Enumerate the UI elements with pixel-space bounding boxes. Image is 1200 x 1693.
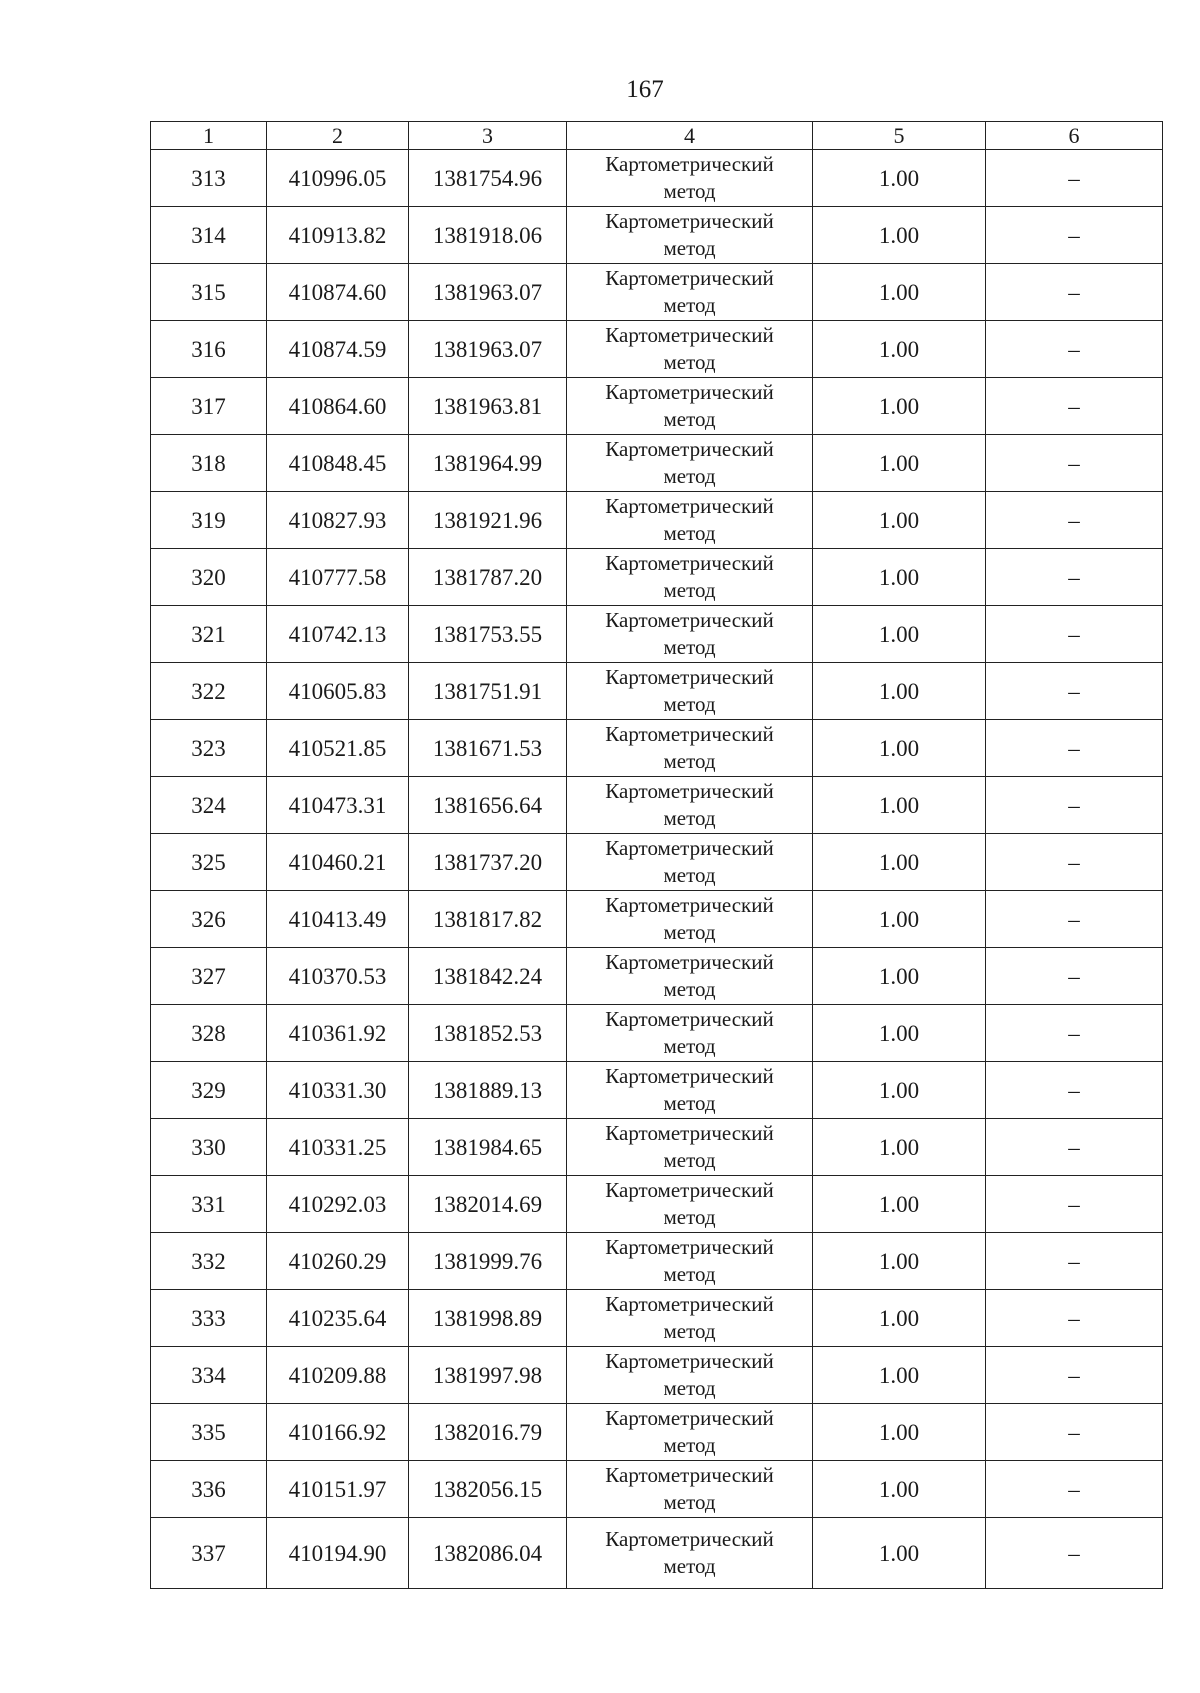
table-header-row (151, 122, 1163, 150)
method-line-2: метод (663, 464, 716, 488)
accuracy-cell: 1.00 (813, 1290, 986, 1347)
method-line-1: Картометрический (605, 950, 774, 974)
method-cell (567, 720, 813, 777)
note-cell: – (986, 492, 1163, 549)
table-row (151, 492, 1163, 549)
method-cell (567, 1176, 813, 1233)
y-coordinate-cell: 1381753.55 (409, 606, 567, 663)
method-cell (567, 1518, 813, 1589)
method-cell (567, 1233, 813, 1290)
accuracy-cell: 1.00 (813, 948, 986, 1005)
header-cell: 3 (409, 122, 567, 150)
accuracy-cell: 1.00 (813, 1176, 986, 1233)
y-coordinate-cell: 1381751.91 (409, 663, 567, 720)
method-line-2: метод (663, 806, 716, 830)
accuracy-cell: 1.00 (813, 834, 986, 891)
table-row (151, 663, 1163, 720)
method-line-2: метод (663, 1376, 716, 1400)
y-coordinate-cell: 1382016.79 (409, 1404, 567, 1461)
point-number-cell: 315 (151, 264, 267, 321)
note-cell: – (986, 1518, 1163, 1589)
table-row (151, 207, 1163, 264)
table-row (151, 1005, 1163, 1062)
note-cell: – (986, 948, 1163, 1005)
point-number-cell: 331 (151, 1176, 267, 1233)
y-coordinate-cell: 1381671.53 (409, 720, 567, 777)
note-cell: – (986, 1461, 1163, 1518)
method-line-2: метод (663, 293, 716, 317)
method-line-1: Картометрический (605, 1406, 774, 1430)
accuracy-cell: 1.00 (813, 207, 986, 264)
note-cell: – (986, 1347, 1163, 1404)
table-row (151, 1290, 1163, 1347)
y-coordinate-cell: 1381737.20 (409, 834, 567, 891)
method-line-1: Картометрический (605, 836, 774, 860)
method-line-2: метод (663, 1433, 716, 1457)
method-cell (567, 1461, 813, 1518)
method-cell (567, 834, 813, 891)
method-cell (567, 777, 813, 834)
method-line-2: метод (663, 635, 716, 659)
page-number: 167 (626, 76, 664, 103)
point-number-cell: 314 (151, 207, 267, 264)
y-coordinate-cell: 1381852.53 (409, 1005, 567, 1062)
x-coordinate-cell: 410605.83 (267, 663, 409, 720)
method-line-1: Картометрический (605, 1527, 774, 1551)
point-number-cell: 322 (151, 663, 267, 720)
method-cell (567, 1404, 813, 1461)
method-cell (567, 207, 813, 264)
x-coordinate-cell: 410913.82 (267, 207, 409, 264)
table-row (151, 891, 1163, 948)
method-line-2: метод (663, 749, 716, 773)
accuracy-cell: 1.00 (813, 1119, 986, 1176)
point-number-cell: 327 (151, 948, 267, 1005)
method-line-1: Картометрический (605, 266, 774, 290)
point-number-cell: 335 (151, 1404, 267, 1461)
table-row (151, 1062, 1163, 1119)
table-row (151, 1461, 1163, 1518)
point-number-cell: 318 (151, 435, 267, 492)
note-cell: – (986, 663, 1163, 720)
method-line-2: метод (663, 1034, 716, 1058)
method-line-2: метод (663, 1490, 716, 1514)
method-cell (567, 492, 813, 549)
x-coordinate-cell: 410361.92 (267, 1005, 409, 1062)
y-coordinate-cell: 1381998.89 (409, 1290, 567, 1347)
method-cell (567, 321, 813, 378)
method-line-2: метод (663, 578, 716, 602)
method-line-2: метод (663, 920, 716, 944)
table-body (151, 122, 1163, 1589)
method-cell (567, 378, 813, 435)
y-coordinate-cell: 1382086.04 (409, 1518, 567, 1589)
y-coordinate-cell: 1381999.76 (409, 1233, 567, 1290)
y-coordinate-cell: 1381889.13 (409, 1062, 567, 1119)
note-cell: – (986, 150, 1163, 207)
accuracy-cell: 1.00 (813, 150, 986, 207)
coordinates-table (150, 121, 1163, 1589)
method-line-1: Картометрический (605, 323, 774, 347)
table-row (151, 1347, 1163, 1404)
method-line-2: метод (663, 521, 716, 545)
x-coordinate-cell: 410194.90 (267, 1518, 409, 1589)
y-coordinate-cell: 1381842.24 (409, 948, 567, 1005)
method-cell (567, 1290, 813, 1347)
x-coordinate-cell: 410742.13 (267, 606, 409, 663)
table-row (151, 435, 1163, 492)
y-coordinate-cell: 1381963.81 (409, 378, 567, 435)
point-number-cell: 336 (151, 1461, 267, 1518)
method-line-2: метод (663, 1554, 716, 1578)
point-number-cell: 317 (151, 378, 267, 435)
note-cell: – (986, 1233, 1163, 1290)
method-line-2: метод (663, 692, 716, 716)
method-line-1: Картометрический (605, 1007, 774, 1031)
x-coordinate-cell: 410413.49 (267, 891, 409, 948)
method-line-2: метод (663, 1091, 716, 1115)
note-cell: – (986, 1176, 1163, 1233)
x-coordinate-cell: 410209.88 (267, 1347, 409, 1404)
note-cell: – (986, 549, 1163, 606)
method-line-2: метод (663, 1148, 716, 1172)
table-row (151, 264, 1163, 321)
table-row (151, 834, 1163, 891)
accuracy-cell: 1.00 (813, 891, 986, 948)
y-coordinate-cell: 1382056.15 (409, 1461, 567, 1518)
method-line-1: Картометрический (605, 665, 774, 689)
method-line-1: Картометрический (605, 722, 774, 746)
table-row (151, 1404, 1163, 1461)
x-coordinate-cell: 410260.29 (267, 1233, 409, 1290)
table-row (151, 606, 1163, 663)
point-number-cell: 330 (151, 1119, 267, 1176)
accuracy-cell: 1.00 (813, 435, 986, 492)
table-row (151, 150, 1163, 207)
header-cell: 5 (813, 122, 986, 150)
point-number-cell: 319 (151, 492, 267, 549)
x-coordinate-cell: 410331.25 (267, 1119, 409, 1176)
y-coordinate-cell: 1381656.64 (409, 777, 567, 834)
table-row (151, 549, 1163, 606)
accuracy-cell: 1.00 (813, 606, 986, 663)
x-coordinate-cell: 410874.60 (267, 264, 409, 321)
table-row (151, 777, 1163, 834)
method-line-1: Картометрический (605, 209, 774, 233)
note-cell: – (986, 606, 1163, 663)
note-cell: – (986, 1404, 1163, 1461)
y-coordinate-cell: 1381964.99 (409, 435, 567, 492)
accuracy-cell: 1.00 (813, 1062, 986, 1119)
x-coordinate-cell: 410166.92 (267, 1404, 409, 1461)
y-coordinate-cell: 1381754.96 (409, 150, 567, 207)
x-coordinate-cell: 410292.03 (267, 1176, 409, 1233)
header-cell: 6 (986, 122, 1163, 150)
method-line-2: метод (663, 1262, 716, 1286)
point-number-cell: 326 (151, 891, 267, 948)
point-number-cell: 321 (151, 606, 267, 663)
method-line-1: Картометрический (605, 1235, 774, 1259)
method-cell (567, 1119, 813, 1176)
point-number-cell: 313 (151, 150, 267, 207)
method-line-2: метод (663, 236, 716, 260)
accuracy-cell: 1.00 (813, 1404, 986, 1461)
note-cell: – (986, 1005, 1163, 1062)
note-cell: – (986, 435, 1163, 492)
note-cell: – (986, 1062, 1163, 1119)
point-number-cell: 320 (151, 549, 267, 606)
y-coordinate-cell: 1381963.07 (409, 321, 567, 378)
accuracy-cell: 1.00 (813, 663, 986, 720)
note-cell: – (986, 378, 1163, 435)
note-cell: – (986, 720, 1163, 777)
table-row (151, 378, 1163, 435)
x-coordinate-cell: 410827.93 (267, 492, 409, 549)
method-line-1: Картометрический (605, 152, 774, 176)
method-line-1: Картометрический (605, 1064, 774, 1088)
method-cell (567, 1005, 813, 1062)
y-coordinate-cell: 1381984.65 (409, 1119, 567, 1176)
point-number-cell: 337 (151, 1518, 267, 1589)
note-cell: – (986, 891, 1163, 948)
method-line-1: Картометрический (605, 380, 774, 404)
table-row (151, 1233, 1163, 1290)
note-cell: – (986, 777, 1163, 834)
method-line-2: метод (663, 350, 716, 374)
point-number-cell: 328 (151, 1005, 267, 1062)
note-cell: – (986, 207, 1163, 264)
point-number-cell: 324 (151, 777, 267, 834)
method-line-1: Картометрический (605, 1178, 774, 1202)
x-coordinate-cell: 410151.97 (267, 1461, 409, 1518)
method-cell (567, 606, 813, 663)
method-line-2: метод (663, 1205, 716, 1229)
x-coordinate-cell: 410848.45 (267, 435, 409, 492)
accuracy-cell: 1.00 (813, 1347, 986, 1404)
x-coordinate-cell: 410864.60 (267, 378, 409, 435)
method-line-1: Картометрический (605, 893, 774, 917)
x-coordinate-cell: 410460.21 (267, 834, 409, 891)
accuracy-cell: 1.00 (813, 321, 986, 378)
accuracy-cell: 1.00 (813, 549, 986, 606)
method-line-2: метод (663, 977, 716, 1001)
method-line-1: Картометрический (605, 608, 774, 632)
method-line-2: метод (663, 863, 716, 887)
x-coordinate-cell: 410777.58 (267, 549, 409, 606)
x-coordinate-cell: 410370.53 (267, 948, 409, 1005)
y-coordinate-cell: 1382014.69 (409, 1176, 567, 1233)
accuracy-cell: 1.00 (813, 777, 986, 834)
point-number-cell: 333 (151, 1290, 267, 1347)
x-coordinate-cell: 410473.31 (267, 777, 409, 834)
method-cell (567, 150, 813, 207)
table-row (151, 1119, 1163, 1176)
y-coordinate-cell: 1381963.07 (409, 264, 567, 321)
method-cell (567, 549, 813, 606)
method-line-1: Картометрический (605, 779, 774, 803)
y-coordinate-cell: 1381918.06 (409, 207, 567, 264)
method-cell (567, 264, 813, 321)
accuracy-cell: 1.00 (813, 264, 986, 321)
header-cell: 1 (151, 122, 267, 150)
method-line-1: Картометрический (605, 494, 774, 518)
point-number-cell: 323 (151, 720, 267, 777)
point-number-cell: 316 (151, 321, 267, 378)
method-line-1: Картометрический (605, 551, 774, 575)
table-row (151, 1176, 1163, 1233)
method-line-1: Картометрический (605, 1463, 774, 1487)
y-coordinate-cell: 1381817.82 (409, 891, 567, 948)
table-row (151, 1518, 1163, 1589)
point-number-cell: 334 (151, 1347, 267, 1404)
note-cell: – (986, 834, 1163, 891)
note-cell: – (986, 264, 1163, 321)
method-cell (567, 1347, 813, 1404)
point-number-cell: 332 (151, 1233, 267, 1290)
x-coordinate-cell: 410235.64 (267, 1290, 409, 1347)
method-cell (567, 663, 813, 720)
method-line-2: метод (663, 179, 716, 203)
method-cell (567, 891, 813, 948)
method-cell (567, 948, 813, 1005)
method-line-1: Картометрический (605, 1292, 774, 1316)
x-coordinate-cell: 410996.05 (267, 150, 409, 207)
table-row (151, 720, 1163, 777)
method-line-1: Картометрический (605, 437, 774, 461)
accuracy-cell: 1.00 (813, 492, 986, 549)
accuracy-cell: 1.00 (813, 378, 986, 435)
point-number-cell: 329 (151, 1062, 267, 1119)
method-line-2: метод (663, 407, 716, 431)
method-line-1: Картометрический (605, 1121, 774, 1145)
accuracy-cell: 1.00 (813, 1233, 986, 1290)
header-cell: 2 (267, 122, 409, 150)
table-row (151, 321, 1163, 378)
accuracy-cell: 1.00 (813, 1518, 986, 1589)
y-coordinate-cell: 1381997.98 (409, 1347, 567, 1404)
accuracy-cell: 1.00 (813, 1461, 986, 1518)
table-row (151, 948, 1163, 1005)
accuracy-cell: 1.00 (813, 720, 986, 777)
y-coordinate-cell: 1381787.20 (409, 549, 567, 606)
method-line-1: Картометрический (605, 1349, 774, 1373)
x-coordinate-cell: 410331.30 (267, 1062, 409, 1119)
method-cell (567, 435, 813, 492)
method-line-2: метод (663, 1319, 716, 1343)
note-cell: – (986, 1290, 1163, 1347)
x-coordinate-cell: 410874.59 (267, 321, 409, 378)
note-cell: – (986, 1119, 1163, 1176)
note-cell: – (986, 321, 1163, 378)
header-cell: 4 (567, 122, 813, 150)
accuracy-cell: 1.00 (813, 1005, 986, 1062)
x-coordinate-cell: 410521.85 (267, 720, 409, 777)
point-number-cell: 325 (151, 834, 267, 891)
method-cell (567, 1062, 813, 1119)
y-coordinate-cell: 1381921.96 (409, 492, 567, 549)
